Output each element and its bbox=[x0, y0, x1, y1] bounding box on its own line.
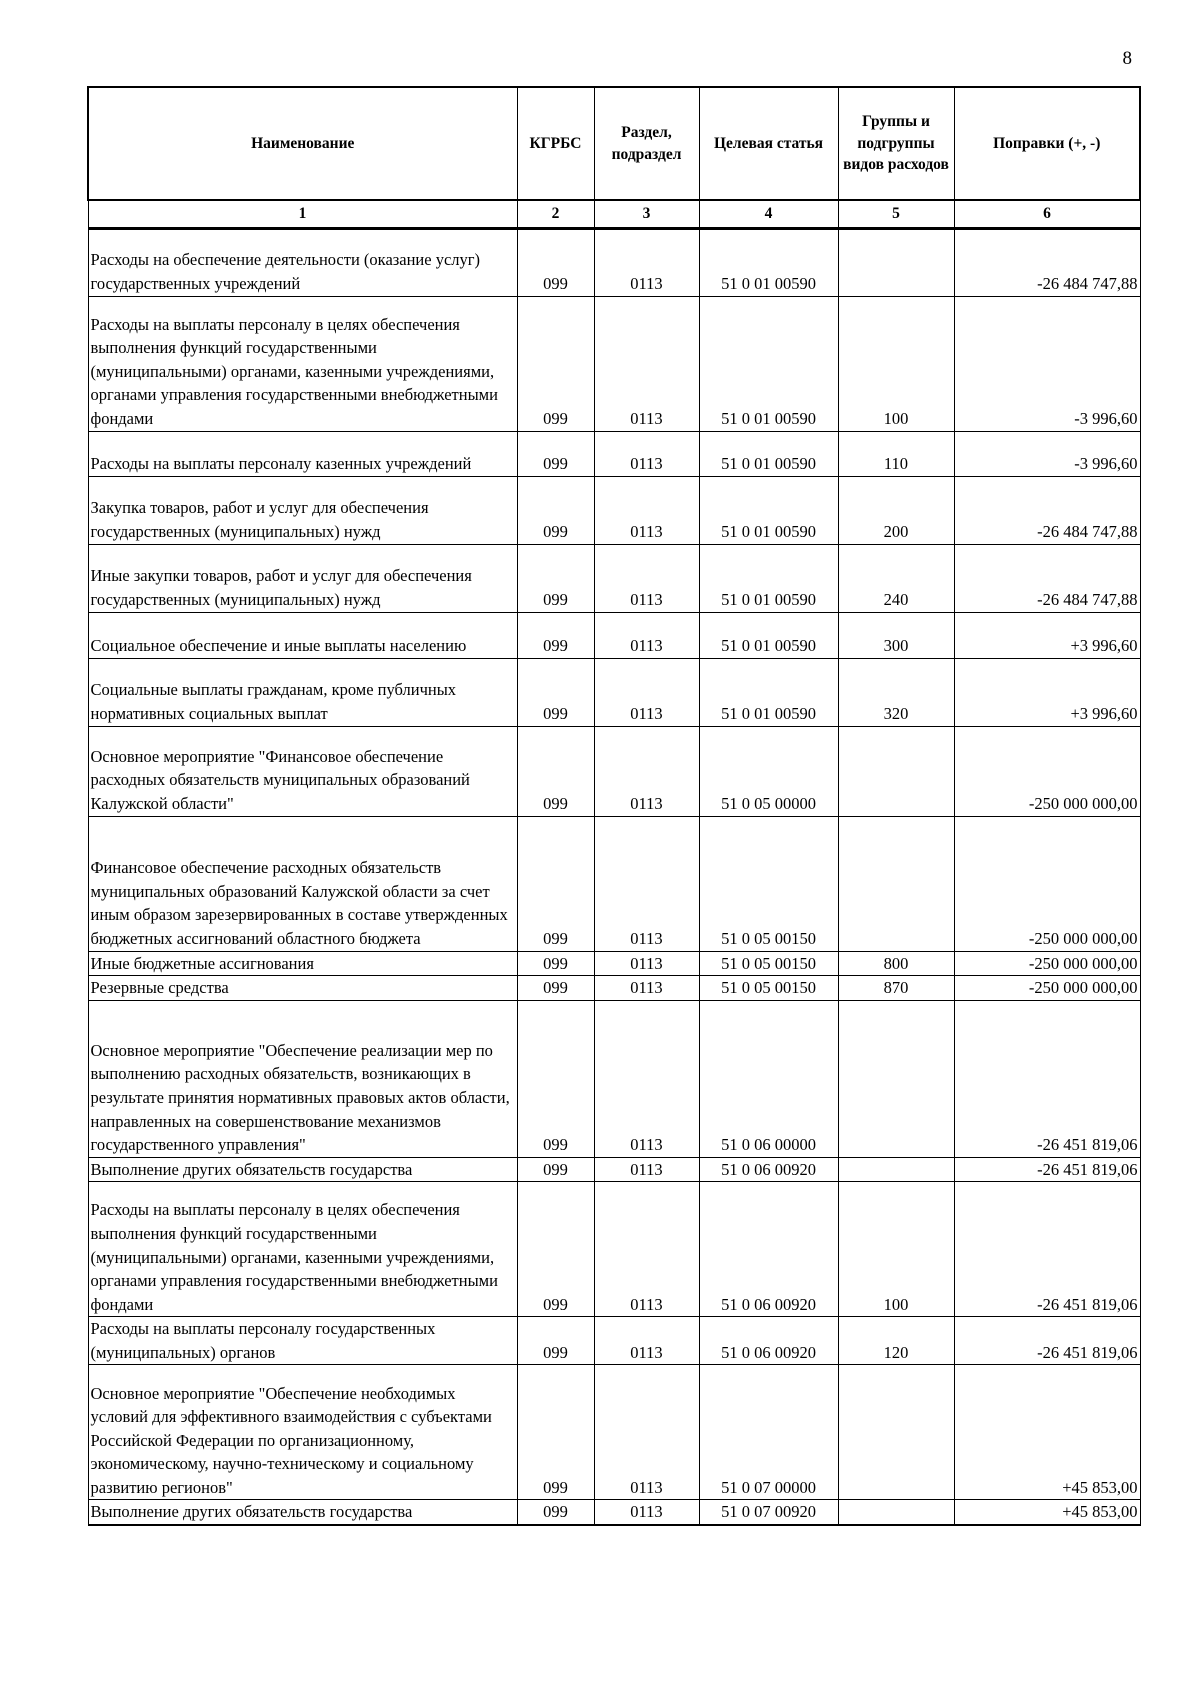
row-expense-group: 100 bbox=[838, 296, 954, 431]
row-name: Финансовое обеспечение расходных обязательств муниципальных образований Калужской области за счет иным образом зарезервированных в составе утвержденных бюджетных ассигнований областного бюджета bbox=[88, 816, 517, 951]
table-row bbox=[88, 1182, 1140, 1317]
column-number: 4 bbox=[699, 200, 838, 228]
row-target-article: 51 0 01 00590 bbox=[699, 658, 838, 726]
row-target-article: 51 0 05 00150 bbox=[699, 951, 838, 976]
column-number: 3 bbox=[594, 200, 699, 228]
row-name: Расходы на обеспечение деятельности (оказание услуг) государственных учреждений bbox=[88, 228, 517, 296]
row-correction-amount: +45 853,00 bbox=[954, 1365, 1140, 1500]
row-name: Выполнение других обязательств государства bbox=[88, 1157, 517, 1182]
row-expense-group bbox=[838, 228, 954, 296]
row-expense-group: 120 bbox=[838, 1317, 954, 1365]
header-name: Наименование bbox=[88, 87, 517, 200]
row-name: Иные бюджетные ассигнования bbox=[88, 951, 517, 976]
column-number-row bbox=[88, 200, 1140, 228]
row-expense-group: 320 bbox=[838, 658, 954, 726]
row-section: 0113 bbox=[594, 1317, 699, 1365]
table-row bbox=[88, 476, 1140, 544]
row-target-article: 51 0 06 00920 bbox=[699, 1317, 838, 1365]
row-target-article: 51 0 01 00590 bbox=[699, 544, 838, 612]
row-expense-group: 100 bbox=[838, 1182, 954, 1317]
budget-corrections-table bbox=[87, 86, 1141, 1526]
row-correction-amount: -26 451 819,06 bbox=[954, 1000, 1140, 1157]
page-number: 8 bbox=[1122, 48, 1132, 69]
header-corrections: Поправки (+, -) bbox=[954, 87, 1140, 200]
row-correction-amount: -250 000 000,00 bbox=[954, 951, 1140, 976]
header-section: Раздел, подраздел bbox=[594, 87, 699, 200]
row-section: 0113 bbox=[594, 1365, 699, 1500]
row-section: 0113 bbox=[594, 431, 699, 476]
row-correction-amount: -26 484 747,88 bbox=[954, 544, 1140, 612]
row-kgrbs: 099 bbox=[517, 612, 594, 658]
row-kgrbs: 099 bbox=[517, 1500, 594, 1525]
row-target-article: 51 0 05 00150 bbox=[699, 816, 838, 951]
row-correction-amount: +3 996,60 bbox=[954, 612, 1140, 658]
row-section: 0113 bbox=[594, 976, 699, 1001]
row-kgrbs: 099 bbox=[517, 1000, 594, 1157]
row-correction-amount: -250 000 000,00 bbox=[954, 976, 1140, 1001]
row-expense-group: 300 bbox=[838, 612, 954, 658]
table-row bbox=[88, 1500, 1140, 1525]
table-row bbox=[88, 976, 1140, 1001]
row-kgrbs: 099 bbox=[517, 1365, 594, 1500]
row-name: Расходы на выплаты персоналу казенных учреждений bbox=[88, 431, 517, 476]
row-target-article: 51 0 07 00920 bbox=[699, 1500, 838, 1525]
row-section: 0113 bbox=[594, 951, 699, 976]
row-section: 0113 bbox=[594, 476, 699, 544]
column-number: 5 bbox=[838, 200, 954, 228]
row-target-article: 51 0 01 00590 bbox=[699, 228, 838, 296]
row-section: 0113 bbox=[594, 816, 699, 951]
row-expense-group bbox=[838, 1000, 954, 1157]
row-target-article: 51 0 06 00000 bbox=[699, 1000, 838, 1157]
row-target-article: 51 0 05 00000 bbox=[699, 726, 838, 816]
row-kgrbs: 099 bbox=[517, 726, 594, 816]
row-expense-group: 200 bbox=[838, 476, 954, 544]
row-expense-group bbox=[838, 726, 954, 816]
row-name: Основное мероприятие "Обеспечение необходимых условий для эффективного взаимодействия с субъектами Российской Федерации по организационному, экономическому, научно-техническому и социальному развитию регионов" bbox=[88, 1365, 517, 1500]
row-expense-group: 240 bbox=[838, 544, 954, 612]
table-row bbox=[88, 431, 1140, 476]
row-expense-group: 110 bbox=[838, 431, 954, 476]
row-target-article: 51 0 06 00920 bbox=[699, 1182, 838, 1317]
row-expense-group: 800 bbox=[838, 951, 954, 976]
row-section: 0113 bbox=[594, 1182, 699, 1317]
row-kgrbs: 099 bbox=[517, 544, 594, 612]
row-section: 0113 bbox=[594, 228, 699, 296]
row-correction-amount: -26 451 819,06 bbox=[954, 1157, 1140, 1182]
row-kgrbs: 099 bbox=[517, 658, 594, 726]
row-section: 0113 bbox=[594, 1157, 699, 1182]
row-target-article: 51 0 01 00590 bbox=[699, 476, 838, 544]
row-name: Иные закупки товаров, работ и услуг для обеспечения государственных (муниципальных) нужд bbox=[88, 544, 517, 612]
row-section: 0113 bbox=[594, 726, 699, 816]
header-groups: Группы и подгруппы видов расходов bbox=[838, 87, 954, 200]
header-kgrbs: КГРБС bbox=[517, 87, 594, 200]
row-name: Основное мероприятие "Финансовое обеспечение расходных обязательств муниципальных образований Калужской области" bbox=[88, 726, 517, 816]
row-correction-amount: +45 853,00 bbox=[954, 1500, 1140, 1525]
row-name: Закупка товаров, работ и услуг для обеспечения государственных (муниципальных) нужд bbox=[88, 476, 517, 544]
row-correction-amount: -26 484 747,88 bbox=[954, 228, 1140, 296]
row-name: Расходы на выплаты персоналу в целях обеспечения выполнения функций государственными (муниципальными) органами, казенными учреждениями, органами управления государственными внебюджетными фондами bbox=[88, 296, 517, 431]
column-number: 6 bbox=[954, 200, 1140, 228]
row-correction-amount: -250 000 000,00 bbox=[954, 816, 1140, 951]
row-section: 0113 bbox=[594, 1500, 699, 1525]
table-row bbox=[88, 1157, 1140, 1182]
row-section: 0113 bbox=[594, 296, 699, 431]
row-kgrbs: 099 bbox=[517, 976, 594, 1001]
row-kgrbs: 099 bbox=[517, 228, 594, 296]
row-expense-group bbox=[838, 1157, 954, 1182]
row-target-article: 51 0 05 00150 bbox=[699, 976, 838, 1001]
row-name: Расходы на выплаты персоналу государственных (муниципальных) органов bbox=[88, 1317, 517, 1365]
column-number: 1 bbox=[88, 200, 517, 228]
table-row bbox=[88, 726, 1140, 816]
row-section: 0113 bbox=[594, 658, 699, 726]
table-row bbox=[88, 296, 1140, 431]
row-correction-amount: -250 000 000,00 bbox=[954, 726, 1140, 816]
table-row bbox=[88, 1365, 1140, 1500]
row-section: 0113 bbox=[594, 612, 699, 658]
header-target: Целевая статья bbox=[699, 87, 838, 200]
row-target-article: 51 0 07 00000 bbox=[699, 1365, 838, 1500]
row-correction-amount: -3 996,60 bbox=[954, 431, 1140, 476]
row-expense-group bbox=[838, 1500, 954, 1525]
row-correction-amount: -26 451 819,06 bbox=[954, 1317, 1140, 1365]
row-section: 0113 bbox=[594, 1000, 699, 1157]
row-section: 0113 bbox=[594, 544, 699, 612]
row-name: Выполнение других обязательств государства bbox=[88, 1500, 517, 1525]
row-target-article: 51 0 01 00590 bbox=[699, 612, 838, 658]
row-kgrbs: 099 bbox=[517, 1157, 594, 1182]
table-row bbox=[88, 228, 1140, 296]
table-row bbox=[88, 816, 1140, 951]
row-kgrbs: 099 bbox=[517, 1182, 594, 1317]
row-kgrbs: 099 bbox=[517, 431, 594, 476]
row-correction-amount: -26 484 747,88 bbox=[954, 476, 1140, 544]
table-header-row bbox=[88, 87, 1140, 200]
row-kgrbs: 099 bbox=[517, 476, 594, 544]
row-target-article: 51 0 01 00590 bbox=[699, 296, 838, 431]
row-kgrbs: 099 bbox=[517, 951, 594, 976]
row-expense-group: 870 bbox=[838, 976, 954, 1001]
row-correction-amount: +3 996,60 bbox=[954, 658, 1140, 726]
row-target-article: 51 0 06 00920 bbox=[699, 1157, 838, 1182]
row-name: Социальные выплаты гражданам, кроме публичных нормативных социальных выплат bbox=[88, 658, 517, 726]
row-expense-group bbox=[838, 816, 954, 951]
table-row bbox=[88, 612, 1140, 658]
table-row bbox=[88, 1317, 1140, 1365]
table-row bbox=[88, 658, 1140, 726]
row-correction-amount: -26 451 819,06 bbox=[954, 1182, 1140, 1317]
row-name: Резервные средства bbox=[88, 976, 517, 1001]
table-body bbox=[88, 228, 1140, 1525]
row-kgrbs: 099 bbox=[517, 296, 594, 431]
table-row bbox=[88, 1000, 1140, 1157]
row-name: Расходы на выплаты персоналу в целях обеспечения выполнения функций государственными (муниципальными) органами, казенными учреждениями, органами управления государственными внебюджетными фондами bbox=[88, 1182, 517, 1317]
row-correction-amount: -3 996,60 bbox=[954, 296, 1140, 431]
column-number: 2 bbox=[517, 200, 594, 228]
row-name: Социальное обеспечение и иные выплаты населению bbox=[88, 612, 517, 658]
table-row bbox=[88, 544, 1140, 612]
table-row bbox=[88, 951, 1140, 976]
row-expense-group bbox=[838, 1365, 954, 1500]
row-target-article: 51 0 01 00590 bbox=[699, 431, 838, 476]
row-kgrbs: 099 bbox=[517, 1317, 594, 1365]
row-name: Основное мероприятие "Обеспечение реализации мер по выполнению расходных обязательств, возникающих в результате принятия нормативных правовых актов области, направленных на совершенствование механизмов государственного управления" bbox=[88, 1000, 517, 1157]
row-kgrbs: 099 bbox=[517, 816, 594, 951]
